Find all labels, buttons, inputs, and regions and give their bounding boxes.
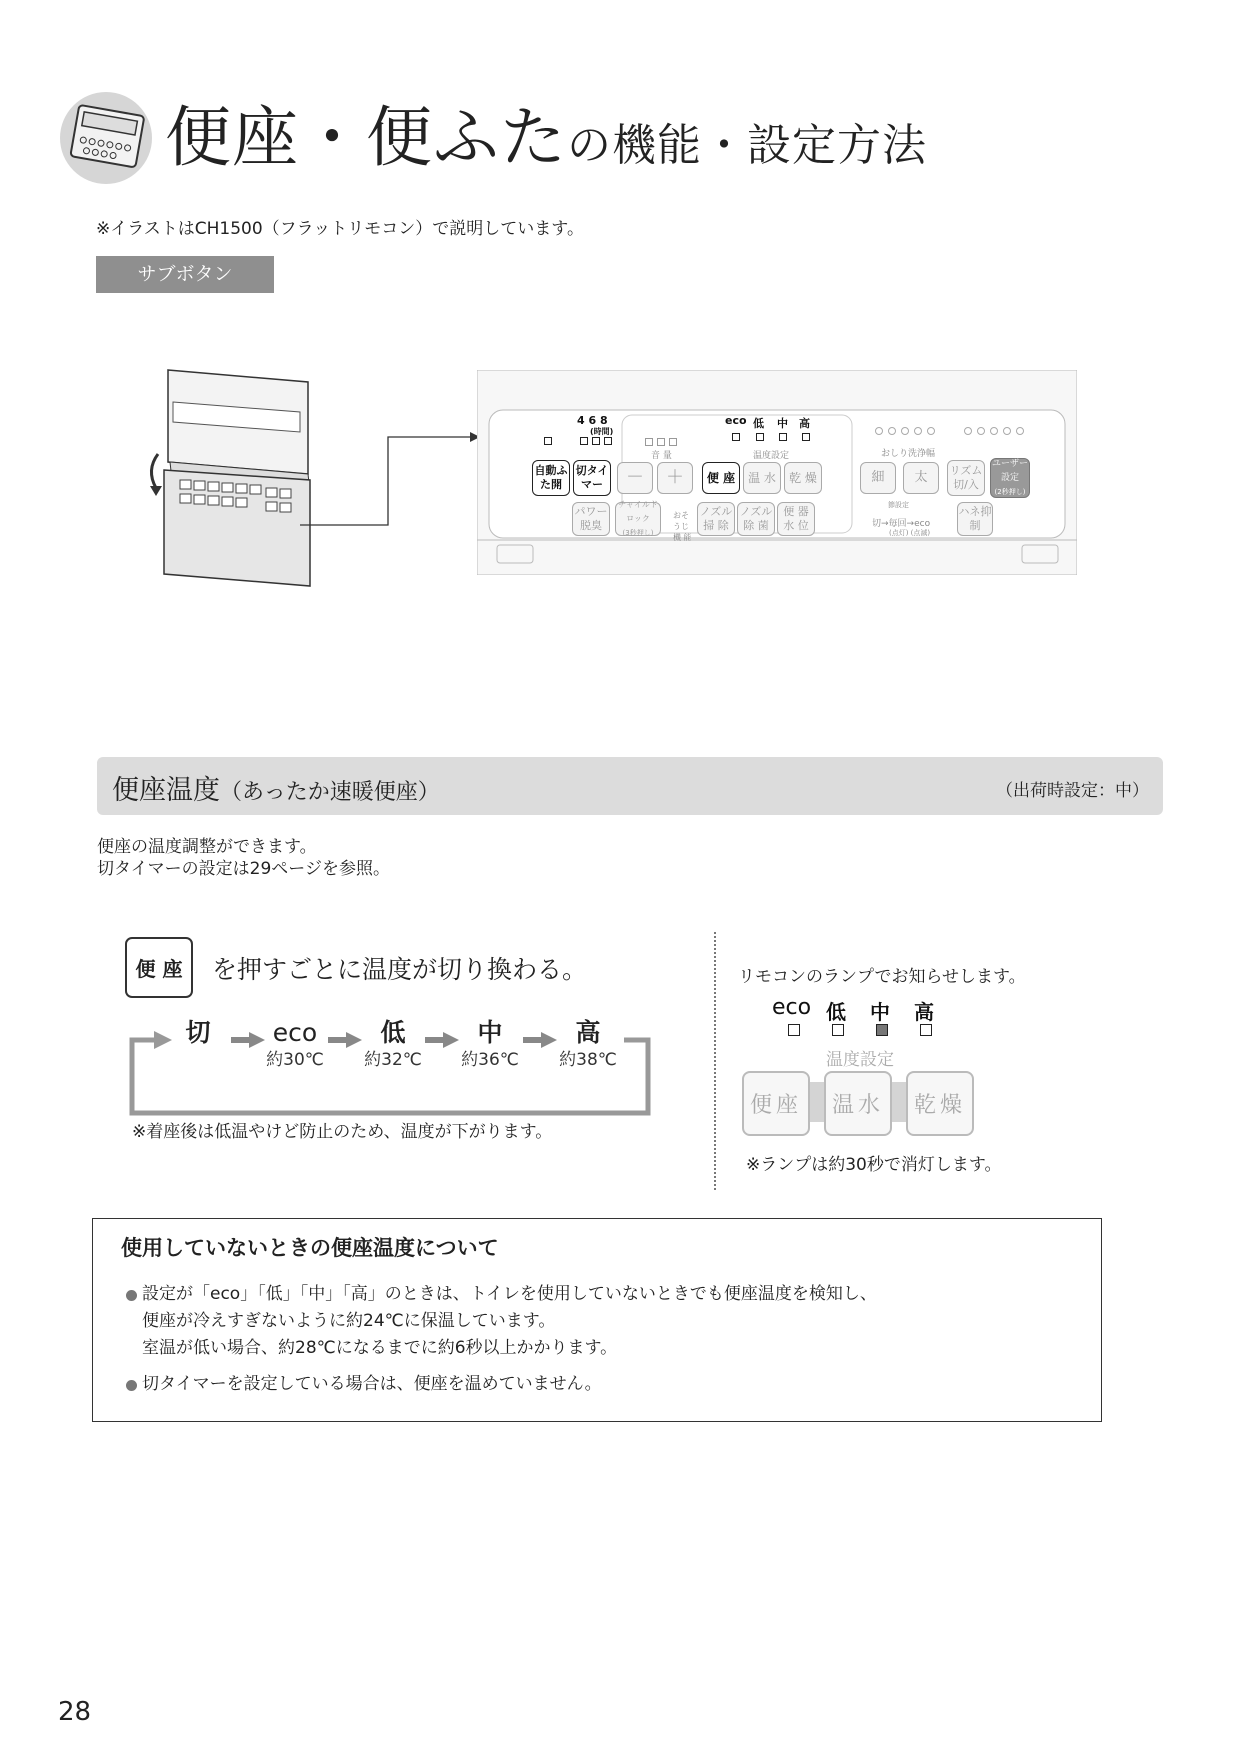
page-title-sub: の機能・設定方法 bbox=[567, 120, 927, 171]
cleaning-label: おそうじ機 能 bbox=[673, 511, 692, 542]
page-title-main: 便座・便ふた bbox=[165, 99, 567, 176]
lamp-low bbox=[832, 1024, 844, 1036]
arrow-right-icon bbox=[425, 1032, 459, 1048]
step-eco-temp: 約30℃ bbox=[266, 1050, 324, 1070]
lamp-timer-6 bbox=[592, 437, 600, 445]
dotted-divider bbox=[714, 932, 716, 1190]
step-low-temp: 約32℃ bbox=[364, 1050, 422, 1070]
lamp-label-low: 低 bbox=[826, 1000, 846, 1024]
water-temp-button[interactable]: 温水 bbox=[824, 1071, 892, 1136]
auto-lid-button[interactable]: 自動ふた開 bbox=[532, 460, 570, 496]
nozzle-sterile-button[interactable]: ノズル除 菌 bbox=[737, 502, 775, 536]
step-low-name: 低 bbox=[380, 1018, 406, 1047]
panel-temp-setting-label: 温度設定 bbox=[753, 451, 790, 461]
lamp-volume-1 bbox=[645, 438, 653, 446]
page-title bbox=[165, 98, 927, 186]
remote-panel bbox=[477, 370, 1077, 575]
bowl-level-button[interactable]: 便 器水 位 bbox=[777, 502, 815, 536]
lamp-width-4 bbox=[914, 427, 922, 435]
page-number: 28 bbox=[58, 1697, 92, 1727]
panel-lamp-eco bbox=[732, 433, 740, 441]
panel-mid-label: 中 bbox=[777, 417, 788, 430]
sequence-note: ※着座後は低温やけど防止のため、温度が下がります。 bbox=[132, 1122, 553, 1142]
step-mid-name: 中 bbox=[477, 1018, 503, 1047]
panel-water-button[interactable]: 温 水 bbox=[743, 462, 781, 494]
arrow-right-icon bbox=[523, 1032, 557, 1048]
lamp-rhythm-4 bbox=[1003, 427, 1011, 435]
info-bullet1-line2: 便座が冷えすぎないように約24℃に保温しています。 bbox=[142, 1311, 556, 1331]
spray-width-label: おしり洗浄幅 bbox=[881, 449, 936, 459]
section-desc-line2: 切タイマーの設定は29ページを参照。 bbox=[97, 859, 390, 879]
step-mid-temp: 約36℃ bbox=[461, 1050, 519, 1070]
press-instruction: を押すごとに温度が切り換わる。 bbox=[212, 955, 588, 984]
lamp-width-2 bbox=[888, 427, 896, 435]
nozzle-clean-button[interactable]: ノズル掃 除 bbox=[697, 502, 735, 536]
spray-thin-button[interactable]: 細 bbox=[860, 462, 896, 494]
panel-eco-label: eco bbox=[725, 414, 747, 427]
step-eco-name: eco bbox=[272, 1018, 318, 1047]
panel-low-label: 低 bbox=[753, 417, 764, 430]
remote-control-icon bbox=[60, 92, 152, 184]
lamp-high bbox=[920, 1024, 932, 1036]
lamp-label-mid: 中 bbox=[870, 1000, 890, 1024]
info-heading: 使用していないときの便座温度について bbox=[121, 1236, 499, 1260]
step-high-name: 高 bbox=[575, 1018, 601, 1047]
panel-lamp-mid bbox=[779, 433, 787, 441]
connector-arrow bbox=[300, 425, 480, 535]
child-lock-button[interactable] bbox=[615, 502, 661, 536]
lamp-auto-lid bbox=[544, 437, 552, 445]
step-off bbox=[153, 1018, 243, 1048]
child-lock-note: (3秒押し) bbox=[622, 529, 654, 537]
illustration-note: ※イラストはCH1500（フラットリモコン）で説明しています。 bbox=[96, 219, 584, 239]
volume-minus-button[interactable]: － bbox=[617, 462, 653, 494]
arrow-right-icon bbox=[231, 1032, 265, 1048]
info-bullet1-line3: 室温が低い場合、約28℃になるまでに約6秒以上かかります。 bbox=[142, 1338, 618, 1358]
sub-button-tag: サブボタン bbox=[96, 256, 274, 293]
lamp-width-5 bbox=[927, 427, 935, 435]
section-title bbox=[112, 768, 440, 807]
lamp-timer-4 bbox=[580, 437, 588, 445]
lamp-off-note: ※ランプは約30秒で消灯します。 bbox=[746, 1155, 1002, 1175]
user-setting-button[interactable] bbox=[990, 458, 1030, 498]
lamp-intro: リモコンのランプでお知らせします。 bbox=[738, 967, 1026, 987]
temp-setting-label: 温度設定 bbox=[826, 1050, 894, 1070]
info-bullet2: 切タイマーを設定している場合は、便座を温めていません。 bbox=[142, 1374, 602, 1394]
eco-setting-label: 節設定 bbox=[888, 501, 909, 509]
lamp-volume-2 bbox=[657, 438, 665, 446]
step-high-temp: 約38℃ bbox=[559, 1050, 617, 1070]
volume-plus-button[interactable]: ＋ bbox=[657, 462, 693, 494]
lamp-eco bbox=[788, 1024, 800, 1036]
step-off-name: 切 bbox=[185, 1018, 211, 1047]
panel-high-label: 高 bbox=[799, 417, 810, 430]
spray-thick-button[interactable]: 太 bbox=[903, 462, 939, 494]
child-lock-label: チャイルドロック bbox=[618, 500, 658, 523]
lamp-label-high: 高 bbox=[914, 1000, 934, 1024]
lamp-volume-3 bbox=[669, 438, 677, 446]
lamp-width-3 bbox=[901, 427, 909, 435]
eco-mode-text: 切→毎回→eco bbox=[872, 519, 931, 529]
rhythm-button[interactable]: リズム切/入 bbox=[947, 460, 985, 496]
section-title-paren: （あったか速暖便座） bbox=[220, 780, 440, 805]
user-setting-note: (2秒押し) bbox=[994, 488, 1026, 496]
lamp-width-1 bbox=[875, 427, 883, 435]
bullet-icon bbox=[126, 1290, 137, 1301]
lamp-mid-active bbox=[876, 1024, 888, 1036]
info-bullet1-line1: 設定が「eco」「低」「中」「高」のときは、トイレを使用していないときでも便座温度を検知し、 bbox=[142, 1284, 877, 1304]
panel-lamp-high bbox=[802, 433, 810, 441]
dry-temp-button[interactable]: 乾燥 bbox=[906, 1071, 974, 1136]
panel-dry-button[interactable]: 乾 燥 bbox=[784, 462, 822, 494]
factory-default-note: （出荷時設定：中） bbox=[996, 781, 1149, 801]
section-title-main: 便座温度 bbox=[112, 775, 220, 806]
bullet-icon bbox=[126, 1380, 137, 1391]
panel-lamp-low bbox=[756, 433, 764, 441]
power-deodor-button[interactable]: パワー脱臭 bbox=[572, 502, 610, 536]
eco-mode-sub: (点灯) (点滅) bbox=[889, 529, 931, 537]
seat-temp-button[interactable]: 便座 bbox=[742, 1071, 810, 1136]
timer-unit-label: (時間) bbox=[590, 427, 614, 436]
splash-suppress-button[interactable]: ハネ抑 制 bbox=[957, 502, 993, 536]
off-timer-button[interactable]: 切タイマー bbox=[573, 460, 611, 496]
lamp-rhythm-2 bbox=[977, 427, 985, 435]
lamp-timer-8 bbox=[604, 437, 612, 445]
section-desc-line1: 便座の温度調整ができます。 bbox=[97, 837, 317, 857]
panel-seat-button[interactable]: 便 座 bbox=[702, 462, 740, 494]
timer-hours-label: 4 6 8 bbox=[577, 414, 608, 427]
user-setting-label: ユーザー設定 bbox=[991, 459, 1028, 483]
lamp-rhythm-5 bbox=[1016, 427, 1024, 435]
volume-label: 音 量 bbox=[651, 451, 672, 461]
seat-key-icon: 便 座 bbox=[125, 937, 193, 998]
lamp-label-eco: eco bbox=[772, 995, 812, 1020]
lamp-rhythm-1 bbox=[964, 427, 972, 435]
arrow-right-icon bbox=[328, 1032, 362, 1048]
lamp-rhythm-3 bbox=[990, 427, 998, 435]
